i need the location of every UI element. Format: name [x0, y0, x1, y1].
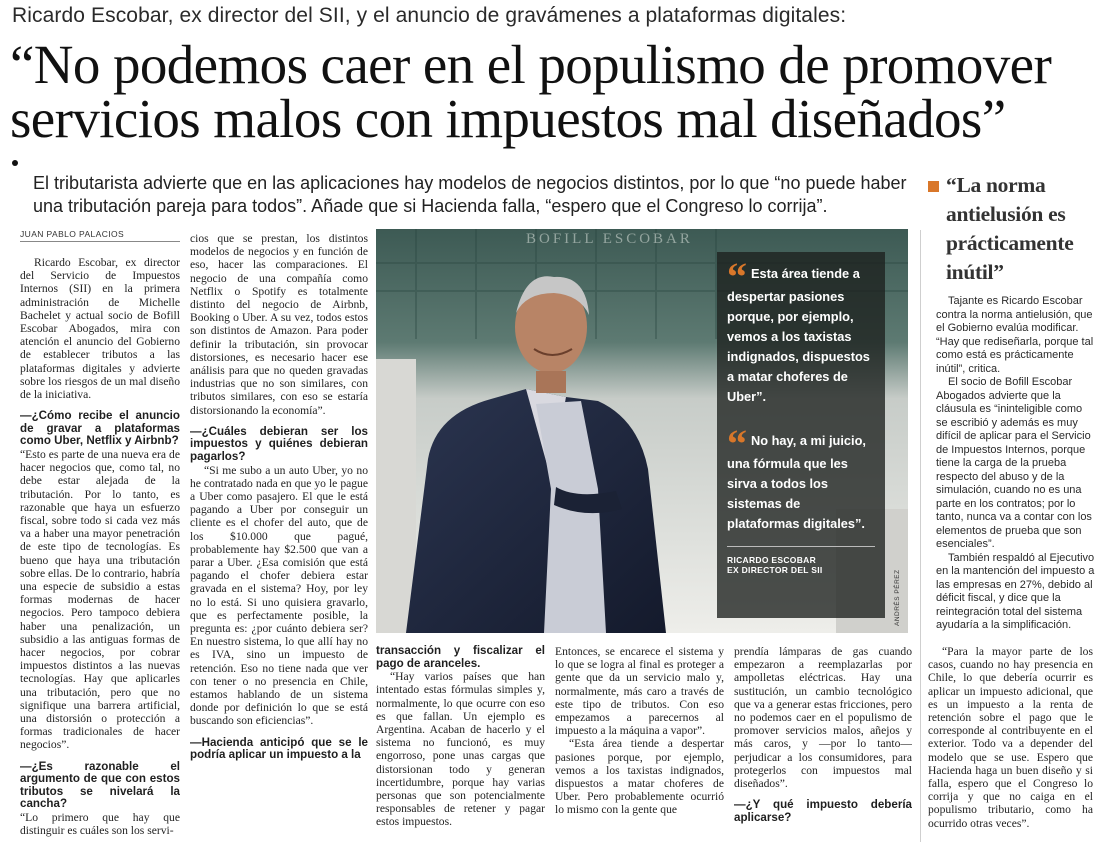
deck: El tributarista advierte que en las aplicaciones hay modelos de negocios distintos, por lo que “no puede haber una tributación pareja para todos”. Añade que si Hacienda falla, “espero que el Congreso lo corrija”.: [33, 173, 907, 216]
interview-question: —¿Cómo recibe el anuncio de gravar a plataformas como Uber, Netflix y Airbnb?: [20, 409, 180, 448]
body-column-3: [376, 645, 545, 842]
headline: “No podemos caer en el populismo de promover servicios malos con impuestos mal diseñados”: [10, 34, 1052, 149]
quote-attribution-role: EX DIRECTOR DEL SII: [727, 565, 823, 575]
interview-question: —¿Y qué impuesto debería aplicarse?: [734, 798, 912, 824]
body-paragraph: “Esto es parte de una nueva era de hacer negocios que, como tal, no debe estar alejada de la tributación. Por lo tanto, es razonable que haya un esfuerzo fiscal, sobre todo si cada vez más va a haber una mayor penetración de este tipo de tecnologías. Es bueno que haya una tributación sobre ellas. De lo contrario, habría una especie de subsidio a estas formas modernas de hacer negocios. Pero tampoco debiera haber una penalización, un subsidio a las antiguas formas de hacer negocios, por cobrar impuestos distintos a las nuevas tecnologías. Hay que aplicarles una tributación, pero que no signifique una barrera artificial, una distorsión o protección a formas tradicionales de hacer negocios”.: [20, 448, 180, 752]
body-paragraph: “Para la mayor parte de los casos, cuando no hay presencia en Chile, lo que debería ocurrir es aplicar un impuesto adicional, que es un impuesto a la renta de retención sobre el pago que le corresponde al contribuyente en el exterior. Todo va a depender del modelo que se use. Espero que Hacienda haga un buen diseño y si falla, espero que el Congreso lo corrija y que no caiga en el populismo tributario, como ha ocurrido otras veces”.: [928, 645, 1093, 830]
body-paragraph: prendía lámparas de gas cuando empezaron a reemplazarlas por ampolletas eléctricas. Hay una sustitución, un cambio tecnológico que va a generar estas fricciones, pero no podemos caer en el populismo de promover servicios malos, añejos y más caros, y —por lo tanto— perjudicar a los consumidores, para protegerlos con impuestos mal diseñados”.: [734, 645, 912, 791]
body-paragraph: “Hay varios países que han intentado estas fórmulas simples y, normalmente, lo que ocurre con eso es que fallan. Un ejemplo es Argentina. Acaban de hacerlo y el sistema no funcionó, es muy engorroso, pone unas cargas que distorsionan todo y generan incertidumbre, porque hay varias personas que son potencialmente responsables de retener y pagar estos impuestos.: [376, 670, 545, 829]
kicker: Ricardo Escobar, ex director del SII, y el anuncio de gravámenes a plataformas digitales:: [12, 4, 847, 27]
body-paragraph: “Esta área tiende a despertar pasiones porque, por ejemplo, vemos a los taxistas indignados, dispuestos a matar choferes de Uber. Pero probablemente ocurrió lo mismo con la gente que: [555, 737, 724, 817]
quote-mark-icon: “: [727, 254, 747, 299]
body-paragraph: “Si me subo a un auto Uber, yo no he contratado nada en que yo le pague a Uber como pasajero. El que le está pagando a Uber por conseguir un cliente es el chofer del auto, que de los $10.000 que pagué, probablemente hay $2.500 que van a parar a Uber. ¿Esa comisión que está pagando el chofer debiera estar gravada en el sistema? Hoy, por ley no lo está. Si uno quisiera gravarlo, que es perfectamente posible, la pregunta es: ¿por cuánto debiera ser? En nuestro sistema, lo que allí hay no es IVA, sino un impuesto de retención. Eso no tiene nada que ver con tener o no presencia en Chile, estamos hablando de un sistema donde por definición lo que se está buscando son eficiencias”.: [190, 463, 368, 728]
wall-sign-text: BOFILL ESCOBAR: [526, 231, 693, 247]
body-column-1: [20, 256, 180, 842]
pull-quote-1-text: Esta área tiende a despertar pasiones porque, por ejemplo, vemos a los taxistas indignados, dispuestos a matar choferes de Uber”.: [727, 266, 870, 404]
body-paragraph: cios que se prestan, los distintos modelos de negocios y en función de eso, hacer las comparaciones. El negocio de una compañía como Netflix o Spotify es totalmente distinto del negocio de Airbnb, Booking o Uber. A su vez, todos estos son distintos de Amazon. Para poder definir la tributación, sin provocar distorsiones, es necesario hacer ese análisis para que no queden gravadas industrias que no son similares, con tributos similares, con eso se estaría distorsionando la economía”.: [190, 232, 368, 417]
sidebar-divider: [920, 230, 921, 842]
body-paragraph: “Lo primero que hay que distinguir es cuáles son los servi-: [20, 811, 180, 838]
interview-question: —¿Cuáles debieran ser los impuestos y quiénes debieran pagarlos?: [190, 424, 368, 464]
photo-credit: ANDRÉS PÉREZ: [894, 569, 901, 626]
bullet-dot: [12, 160, 18, 166]
pull-quote-2-text: No hay, a mi juicio, una fórmula que les sirva a todos los sistemas de plataformas digitales”.: [727, 433, 866, 531]
sidebar-body: [936, 295, 1096, 635]
sidebar-paragraph: También respaldó al Ejecutivo en la mantención del impuesto a las empresas en 27%, debido al déficit fiscal, y dice que la reintegración total del sistema ayudaría a la simplificación.: [936, 551, 1095, 631]
interview-question: transacción y fiscalizar el pago de aranceles.: [376, 645, 545, 670]
quote-mark-icon: “: [727, 421, 747, 466]
sidebar-square-icon: [928, 181, 939, 192]
body-paragraph: Ricardo Escobar, ex director del Servicio de Impuestos Internos (SII) en la primera administración de Michelle Bachelet y actual socio de Bofill Escobar Abogados, mira con atención el anuncio del Gobierno de establecer tributos a las plataformas digitales y advierte sobre los riesgos de un mal diseño de la iniciativa.: [20, 256, 180, 402]
sidebar-paragraph: Tajante es Ricardo Escobar contra la norma antielusión, que el Gobierno evalúa modificar. “Hay que rediseñarla, porque tal como está es prácticamente inútil”, critica.: [936, 295, 1094, 375]
pull-quote-box: [717, 252, 885, 618]
sidebar-paragraph: El socio de Bofill Escobar Abogados advierte que la cláusula es “ininteligible como se escribió y además es muy difícil de aplicar para el Servicio de Impuestos Internos, porque tiene la carga de la prueba respecto del abuso y de la simulación, cuando no es una parte en los contratos; por lo tanto, nunca va a contar con los elementos de prueba que son esenciales”.: [936, 376, 1092, 550]
body-column-6: [928, 645, 1093, 842]
body-column-5: [734, 645, 912, 842]
body-column-4: [555, 645, 724, 842]
quote-divider: [727, 546, 875, 547]
sidebar-title: “La norma antielusión es prácticamente inútil”: [946, 173, 1074, 284]
byline: JUAN PABLO PALACIOS: [20, 229, 180, 242]
interview-question: —¿Es razonable el argumento de que con estos tributos se nivelará la cancha?: [20, 759, 180, 811]
pull-quote-2: [727, 421, 875, 534]
pull-quote-1: [727, 254, 875, 407]
body-paragraph: Entonces, se encarece el sistema y lo que se logra al final es proteger a gente que da un servicio malo y, normalmente, más caro a través de este tipo de tributos. Con eso empezamos a parecernos al impuesto a la máquina a vapor”.: [555, 645, 724, 738]
interview-question: —Hacienda anticipó que se le podría aplicar un impuesto a la: [190, 735, 368, 762]
body-column-2: [190, 232, 368, 842]
quote-attribution-name: RICARDO ESCOBAR: [727, 555, 817, 565]
